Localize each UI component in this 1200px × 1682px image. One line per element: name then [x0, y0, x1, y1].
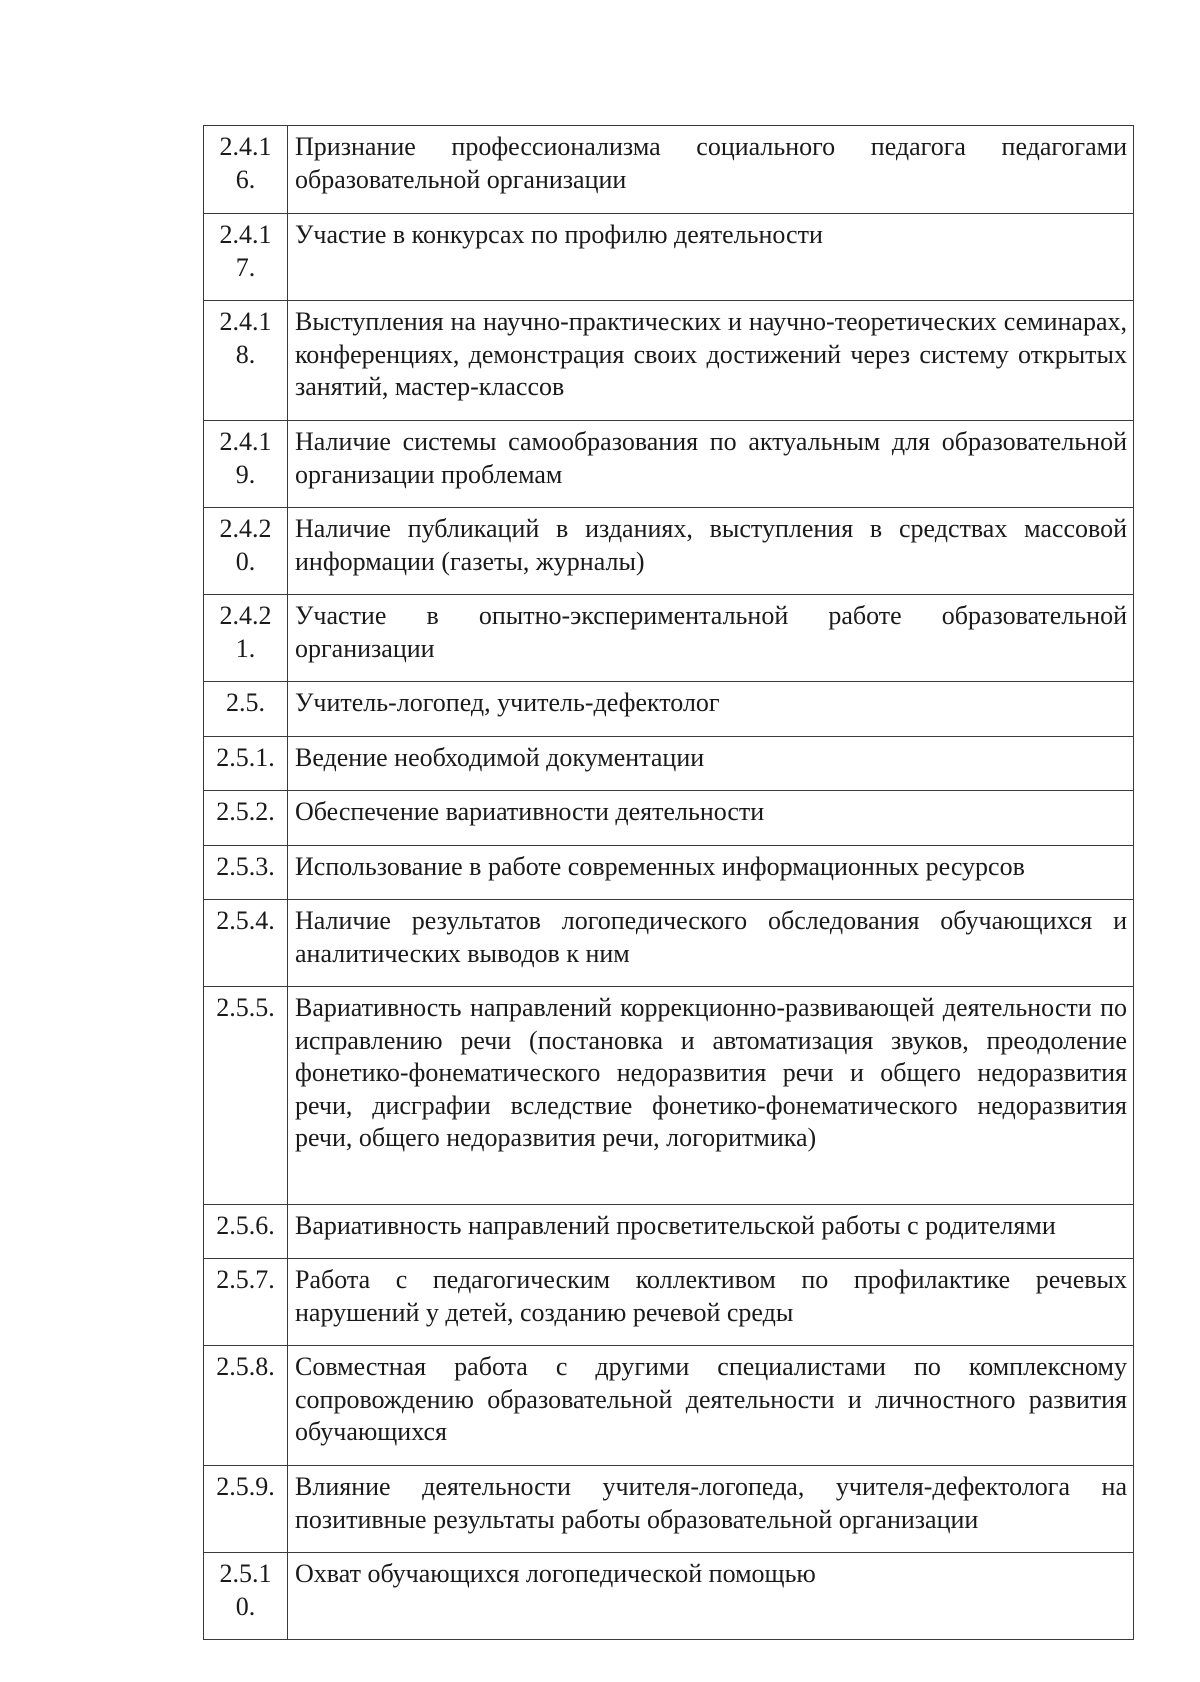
- row-number-cell: [204, 126, 288, 214]
- row-text: Наличие результатов логопедического обследования обучающихся и аналитических выводов к ним: [295, 906, 1127, 968]
- table-row: [204, 214, 1134, 301]
- row-number: 2.5.9.: [216, 1472, 275, 1501]
- row-text: Вариативность направлений коррекционно-развивающей деятельности по исправлению речи (постановка и автоматизация звуков, преодоление фонетико-фонематического недоразвития речи и общего недоразвития речи, дисграфии вследствие фонетико-фонематического недоразвития речи, общего недоразвития речи, логоритмика): [295, 993, 1127, 1152]
- table-row: [204, 421, 1134, 508]
- row-text-cell: [288, 791, 1134, 846]
- row-text: Участие в конкурсах по профилю деятельности: [295, 220, 823, 249]
- table-row: [204, 791, 1134, 846]
- row-number: 2.5.7.: [216, 1265, 275, 1294]
- row-number: 2.5.: [226, 688, 265, 717]
- row-text: Влияние деятельности учителя-логопеда, учителя-дефектолога на позитивные результаты работы образовательной организации: [295, 1472, 1127, 1534]
- row-text-cell: [288, 421, 1134, 508]
- row-number: 2.4.18.: [219, 307, 272, 369]
- table-row: [204, 846, 1134, 900]
- row-text: Наличие системы самообразования по актуальным для образовательной организации проблемам: [295, 427, 1127, 489]
- row-number-cell: [204, 1553, 288, 1640]
- row-number-cell: [204, 846, 288, 900]
- row-number-cell: [204, 737, 288, 791]
- row-text-cell: [288, 1205, 1134, 1259]
- row-number-cell: [204, 900, 288, 987]
- row-text-cell: [288, 508, 1134, 595]
- table-row: [204, 301, 1134, 421]
- row-text-cell: [288, 1346, 1134, 1466]
- row-text-cell: [288, 595, 1134, 682]
- row-text-cell: [288, 987, 1134, 1205]
- row-number-cell: [204, 1346, 288, 1466]
- row-number: 2.5.6.: [216, 1211, 275, 1240]
- table-row: [204, 508, 1134, 595]
- row-number: 2.5.3.: [216, 852, 275, 881]
- row-text-cell: [288, 1259, 1134, 1346]
- row-text: Участие в опытно-экспериментальной работе образовательной организации: [295, 601, 1127, 663]
- table-row: [204, 900, 1134, 987]
- row-text-cell: [288, 737, 1134, 791]
- row-number-cell: [204, 682, 288, 737]
- table-row: [204, 1466, 1134, 1553]
- criteria-table: [203, 125, 1134, 1640]
- row-text: Вариативность направлений просветительской работы с родителями: [295, 1211, 1056, 1240]
- row-number: 2.4.17.: [219, 220, 272, 282]
- criteria-table-body: [204, 126, 1134, 1640]
- row-text: Выступления на научно-практических и научно-теоретических семинарах, конференциях, демонстрация своих достижений через систему открытых занятий, мастер-классов: [295, 307, 1127, 401]
- row-text-cell: [288, 1553, 1134, 1640]
- row-number: 2.5.8.: [216, 1352, 275, 1381]
- table-row: [204, 126, 1134, 214]
- row-text: Учитель-логопед, учитель-дефектолог: [295, 688, 720, 717]
- table-row: [204, 682, 1134, 737]
- row-number-cell: [204, 1466, 288, 1553]
- row-text-cell: [288, 900, 1134, 987]
- table-row: [204, 1259, 1134, 1346]
- row-number-cell: [204, 987, 288, 1205]
- row-text: Признание профессионализма социального педагога педагогами образовательной организации: [295, 132, 1127, 194]
- row-number: 2.5.5.: [216, 993, 275, 1022]
- table-row: [204, 1553, 1134, 1640]
- row-text: Совместная работа с другими специалистами по комплексному сопровождению образовательной деятельности и личностного развития обучающихся: [295, 1352, 1127, 1446]
- row-number-cell: [204, 214, 288, 301]
- table-row: [204, 737, 1134, 791]
- row-text-cell: [288, 682, 1134, 737]
- row-number: 2.5.2.: [216, 797, 275, 826]
- table-row: [204, 595, 1134, 682]
- row-number-cell: [204, 1205, 288, 1259]
- row-number-cell: [204, 1259, 288, 1346]
- row-number: 2.4.16.: [219, 132, 272, 194]
- table-row: [204, 1346, 1134, 1466]
- row-number-cell: [204, 508, 288, 595]
- row-number-cell: [204, 791, 288, 846]
- row-number-cell: [204, 421, 288, 508]
- row-number-cell: [204, 595, 288, 682]
- row-text-cell: [288, 1466, 1134, 1553]
- row-number: 2.4.20.: [219, 514, 272, 576]
- row-text: Использование в работе современных информационных ресурсов: [295, 852, 1025, 881]
- row-text: Наличие публикаций в изданиях, выступления в средствах массовой информации (газеты, журналы): [295, 514, 1127, 576]
- table-row: [204, 987, 1134, 1205]
- row-text-cell: [288, 214, 1134, 301]
- row-number-cell: [204, 301, 288, 421]
- row-text: Обеспечение вариативности деятельности: [295, 797, 765, 826]
- row-text-cell: [288, 126, 1134, 214]
- row-number: 2.5.4.: [216, 906, 275, 935]
- row-text: Ведение необходимой документации: [295, 743, 705, 772]
- row-number: 2.4.21.: [219, 601, 272, 663]
- table-row: [204, 1205, 1134, 1259]
- row-text: Работа с педагогическим коллективом по профилактике речевых нарушений у детей, созданию речевой среды: [295, 1265, 1127, 1327]
- row-number: 2.5.10.: [219, 1559, 272, 1621]
- row-text-cell: [288, 301, 1134, 421]
- row-text-cell: [288, 846, 1134, 900]
- row-number: 2.5.1.: [216, 743, 275, 772]
- row-text: Охват обучающихся логопедической помощью: [295, 1559, 816, 1588]
- row-number: 2.4.19.: [219, 427, 272, 489]
